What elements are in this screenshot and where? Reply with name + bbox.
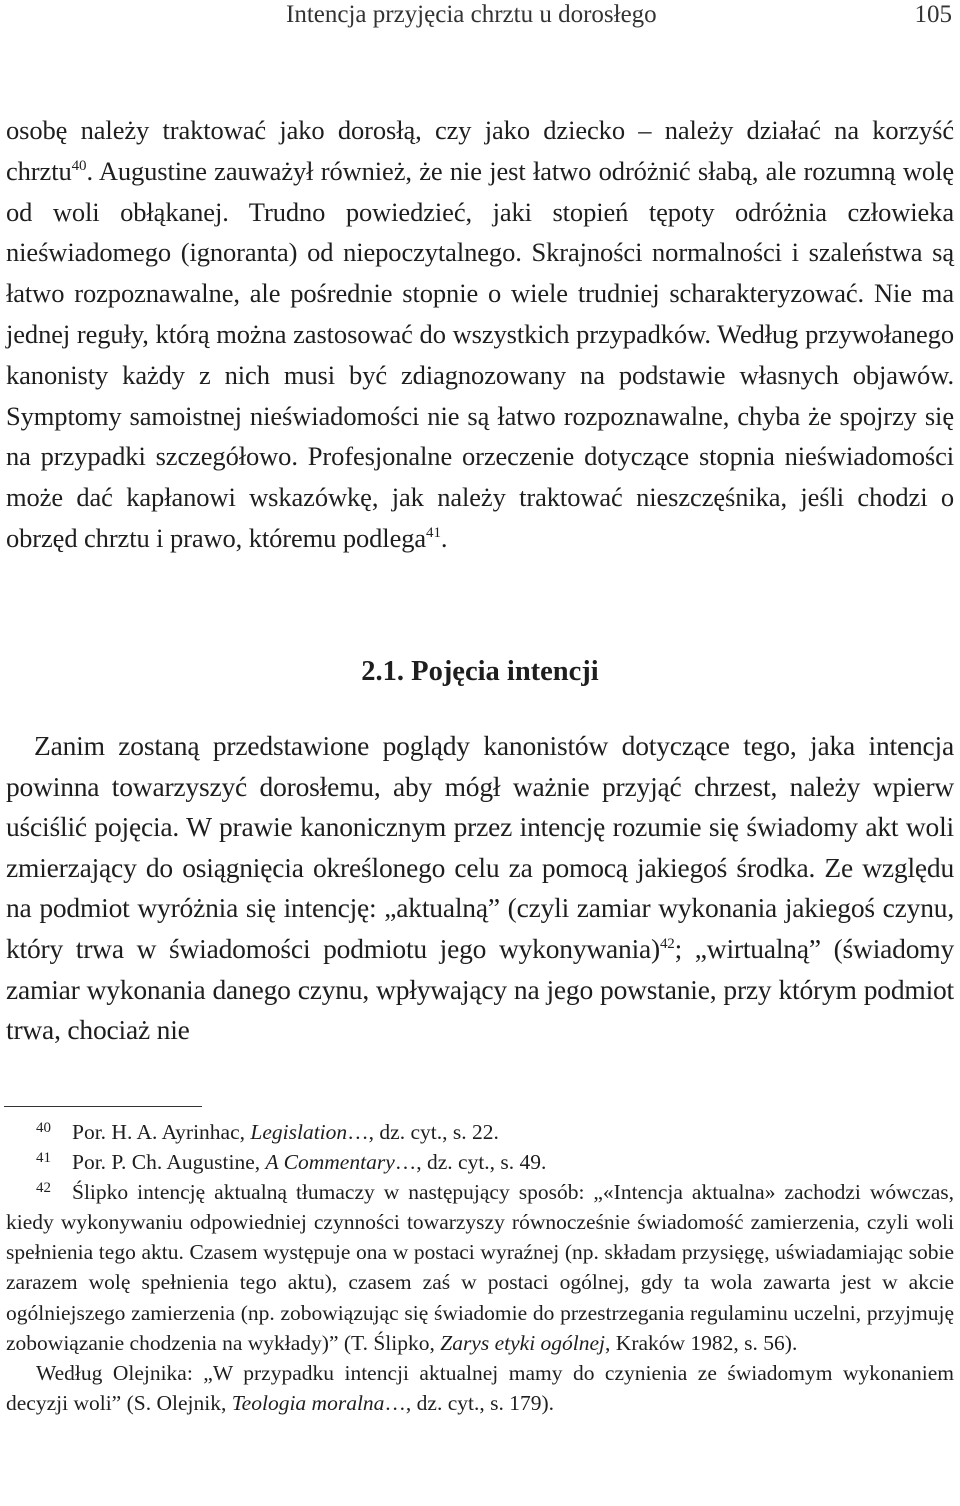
running-header [0, 0, 960, 34]
running-title: Intencja przyjęcia chrztu u dorosłego [286, 1, 657, 28]
footnote-number: 41 [36, 1150, 51, 1167]
footnote-ref-40[interactable]: 40 [71, 157, 87, 174]
footnote-42 [6, 1177, 954, 1358]
footnote-text: , Kraków 1982, s. 56). [605, 1330, 798, 1355]
footnote-divider [4, 1106, 202, 1107]
footnote-text: Według Olejnika: „W przypadku intencji aktualnej mamy do czynienia ze świadomym wykonaniem decyzji woli” (S. Olejnik, [6, 1360, 954, 1415]
body-paragraph-2 [6, 726, 954, 1051]
footnote-40 [6, 1117, 954, 1147]
footnote-text: Ślipko intencję aktualną tłumaczy w następujący sposób: „«Intencja aktualna» zachodzi wówczas, kiedy wykonywaniu odpowiedniej czynności towarzyszy równocześnie świadomość zamierzenia, czyli woli spełnienia tego aktu. Czasem występuje ona w postaci wyraźnej (np. składam przysięgę, uświadamiając sobie zarazem wolę spełnienia tego aktu), czasem zaś w postaci ogólnej, gdy ta wola zawarta jest w akcie ogólniejszego zamierzenia (np. zobowiązując się świadomie do przestrzegania regulaminu uczelni, przyjmuję zobowiązanie chodzenia na wykłady)” (T. Ślipko, [6, 1180, 954, 1355]
footnote-title: A Commentary [265, 1150, 395, 1175]
page-number: 105 [914, 1, 952, 28]
footnote-text: …, dz. cyt., s. 22. [347, 1120, 499, 1144]
body-text: . Augustine zauważył również, że nie jest łatwo odróżnić słabą, ale rozumną wolę od woli obłąkanej. Trudno powiedzieć, jaki stopień tępoty odróżnia człowieka nieświadomego (ignoranta) od niepoczytalnego. Skrajności normalności i szaleństwa są łatwo rozpoznawalne, ale pośrednie stopnie o wiele trudniej scharakteryzować. Nie ma jednej reguły, którą można zastosować do wszystkich przypadków. Według przywołanego kanonisty każdy z nich musi być zdiagnozowany na podstawie własnych objawów. Symptomy samoistnej nieświadomości nie są łatwo rozpoznawalne, chyba że spojrzy się na przypadki szczegółowo. Profesjonalne orzeczenie dotyczące stopnia nieświadomości może dać kapłanowi wskazówkę, jak należy traktować nieszczęśnika, jeśli chodzi o obrzęd chrztu i prawo, któremu podlega [6, 155, 954, 553]
body-text: osobę należy traktować jako dorosłą, czy jako dziecko – należy działać na korzyść chrztu [6, 115, 954, 186]
footnote-ref-42[interactable]: 42 [660, 935, 675, 952]
footnote-title: Teologia moralna [231, 1390, 385, 1415]
body-text: . [440, 522, 448, 553]
footnote-title: Legislation [250, 1120, 348, 1144]
footnote-title: Zarys etyki ogólnej [440, 1330, 606, 1355]
footnote-text: Por. P. Ch. Augustine, [72, 1150, 266, 1175]
section-heading: 2.1. Pojęcia intencji [361, 656, 599, 687]
footnote-ref-41[interactable]: 41 [426, 525, 441, 542]
footnotes [6, 1117, 954, 1418]
footnote-41 [6, 1147, 954, 1177]
body-paragraph-1 [6, 110, 954, 559]
body-text: Zanim zostaną przedstawione poglądy kanonistów dotyczące tego, jaka intencja powinna towarzyszyć dorosłemu, aby mógł ważnie przyjąć chrzest, należy wpierw uściślić pojęcia. W prawie kanonicznym przez intencję rozumie się świadomy akt woli zmierzający do osiągnięcia określonego celu za pomocą jakiegoś środka. Ze względu na podmiot wyróżnia się intencję: „aktualną” (czyli zamiar wykonania jakiegoś czynu, który trwa w świadomości podmiotu jego wykonywania) [6, 730, 954, 964]
footnote-text: Por. H. A. Ayrinhac, [72, 1120, 251, 1144]
footnote-42-continued [6, 1358, 954, 1418]
body-text: ; „wirtualną” (świadomy zamiar wykonania danego czynu, wpływający na jego powstanie, przy którym podmiot trwa, chociaż nie [6, 932, 954, 1046]
footnote-text: …, dz. cyt., s. 179). [384, 1390, 555, 1415]
footnote-number: 42 [36, 1180, 51, 1197]
footnote-text: …, dz. cyt., s. 49. [394, 1150, 547, 1175]
footnote-number: 40 [36, 1120, 51, 1136]
